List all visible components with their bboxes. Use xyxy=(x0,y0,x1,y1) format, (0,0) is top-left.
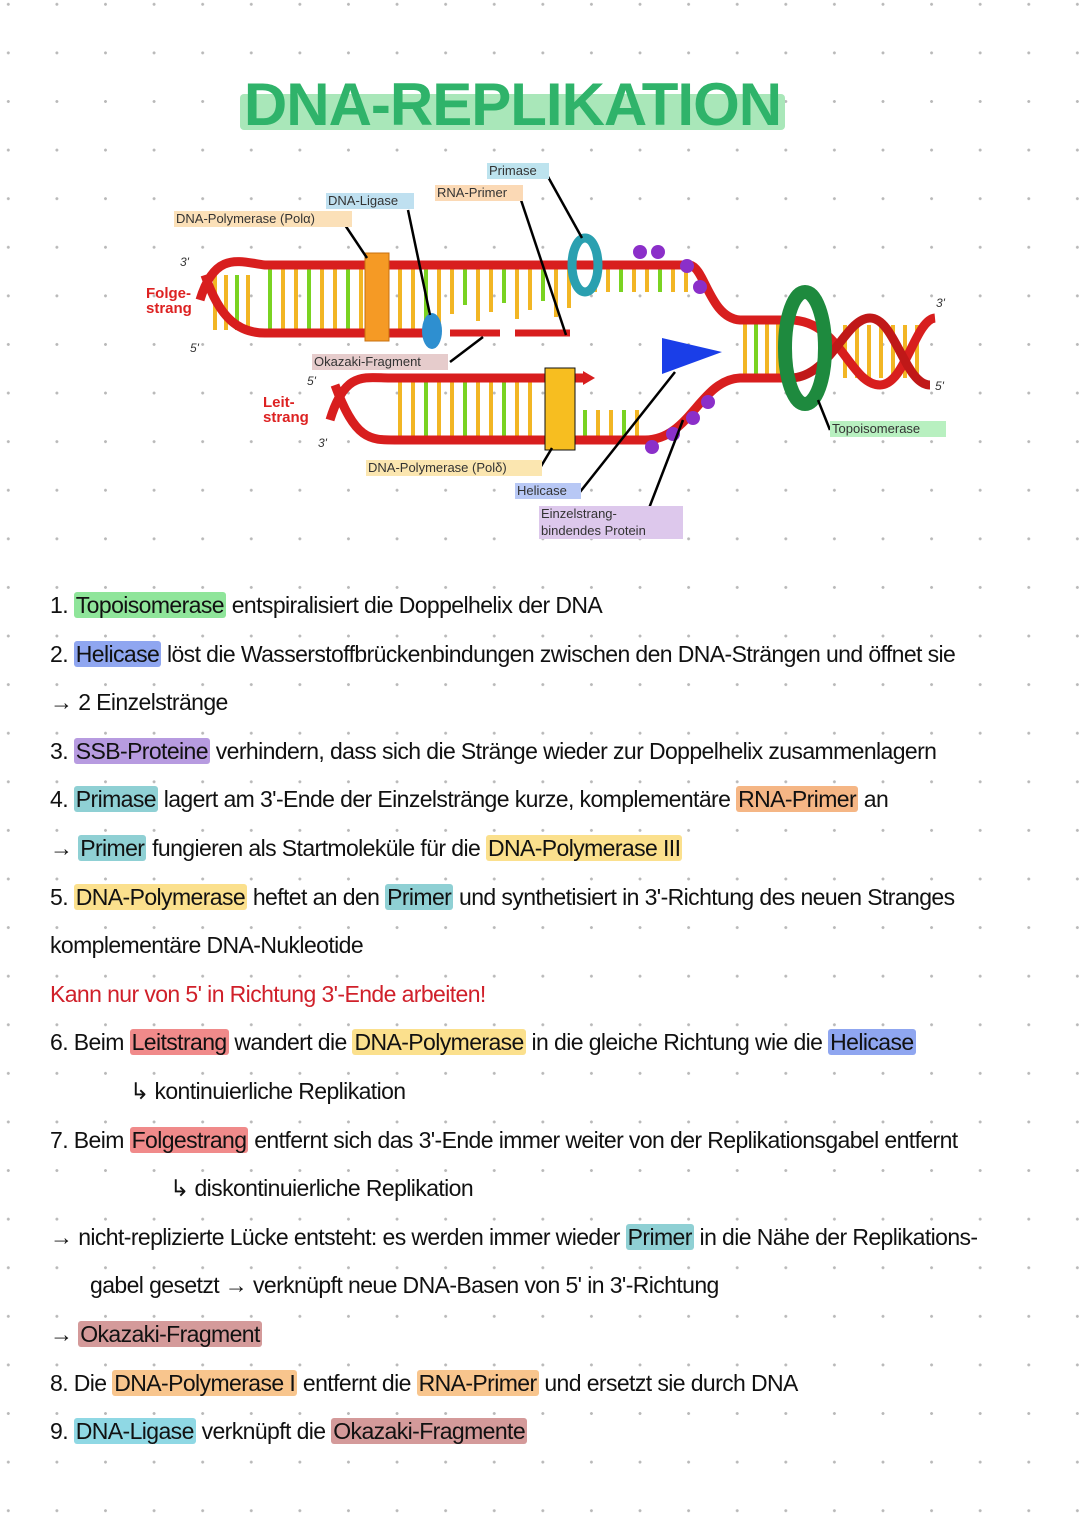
note-text: und ersetzt sie durch DNA xyxy=(538,1369,798,1396)
note-text: verhindern, dass sich die Stränge wieder zur Doppelhelix zusammenlagern xyxy=(209,737,937,764)
label-dna-ligase: DNA-Ligase xyxy=(328,193,399,208)
note-line xyxy=(50,639,955,669)
highlighted-term: Okazaki-Fragmente xyxy=(333,1418,526,1445)
note-text: 2. xyxy=(50,640,74,667)
highlighted-term: Primase xyxy=(75,786,156,813)
highlighted-term: DNA-Polymerase xyxy=(354,1029,524,1056)
note-line xyxy=(50,687,228,717)
label-folgestrang-2: strang xyxy=(146,300,192,317)
note-line xyxy=(50,736,936,766)
note-text: → xyxy=(50,835,79,861)
label-dna-polymerase-delta: DNA-Polymerase (Polδ) xyxy=(368,460,507,475)
note-text: entspiralisiert die Doppelhelix der DNA xyxy=(225,592,603,618)
highlighted-term: DNA-Polymerase III xyxy=(487,835,681,861)
note-line xyxy=(50,1027,916,1057)
label-folge-3prime: 3' xyxy=(180,255,189,269)
note-text: → xyxy=(50,1321,79,1347)
highlighted-term: Folgestrang xyxy=(131,1126,247,1153)
note-text: komplementäre DNA-Nukleotide xyxy=(50,932,364,959)
highlighted-term: RNA-Primer xyxy=(738,786,857,813)
dna-polymerase-alpha-shape xyxy=(365,253,389,341)
highlighted-term: SSB-Proteine xyxy=(75,737,208,764)
note-text: 8. Die xyxy=(50,1369,113,1396)
page-title: DNA-REPLIKATION xyxy=(243,71,782,138)
note-text: 9. xyxy=(50,1418,74,1445)
note-text: ↳ diskontinuierliche Replikation xyxy=(170,1175,474,1202)
note-text: 1. xyxy=(50,592,74,618)
note-line xyxy=(170,1173,473,1203)
note-text: lagert am 3'-Ende der Einzelstränge kurze, komplementäre xyxy=(157,786,737,813)
highlighted-term: Helicase xyxy=(830,1029,914,1056)
note-line xyxy=(50,882,955,912)
dna-ligase-shape xyxy=(422,313,442,349)
highlighted-term: Primer xyxy=(387,883,452,910)
dna-polymerase-delta-shape xyxy=(545,368,575,450)
note-text: gabel gesetzt → verknüpft neue DNA-Basen von 5' in 3'-Richtung xyxy=(90,1272,719,1299)
label-ssb-2: bindendes Protein xyxy=(541,523,646,538)
highlighted-term: DNA-Polymerase I xyxy=(114,1369,296,1396)
note-line xyxy=(50,1368,798,1398)
note-text: heftet an den xyxy=(247,883,386,910)
note-text: wandert die xyxy=(228,1029,353,1056)
note-line xyxy=(90,1270,719,1300)
highlighted-term: DNA-Polymerase xyxy=(75,883,246,910)
note-text: 6. Beim xyxy=(50,1029,130,1056)
note-line xyxy=(50,1319,262,1349)
label-primase: Primase xyxy=(489,163,537,178)
highlighted-term: Leitstrang xyxy=(131,1029,227,1056)
note-line xyxy=(50,590,602,620)
label-leitstrang-1: Leit- xyxy=(263,394,295,411)
note-text: entfernt die xyxy=(297,1369,417,1396)
helicase-shape xyxy=(662,338,722,374)
note-line xyxy=(50,1222,977,1252)
note-text: → 2 Einzelstränge xyxy=(50,689,228,716)
note-line xyxy=(50,784,888,814)
note-text: 4. xyxy=(50,786,74,813)
label-helicase: Helicase xyxy=(517,483,567,498)
highlighted-term: Okazaki-Fragment xyxy=(80,1321,260,1347)
warning-note xyxy=(50,979,486,1009)
note-text: fungieren als Startmoleküle für die xyxy=(146,835,486,861)
note-text: entfernt sich das 3'-Ende immer weiter von der Replikationsgabel entfernt xyxy=(248,1126,958,1153)
note-line xyxy=(50,1125,958,1155)
highlighted-term: Primer xyxy=(627,1223,692,1250)
dna-replication-diagram xyxy=(0,0,1080,560)
label-right-3prime: 3' xyxy=(936,296,945,310)
topoisomerase-shape xyxy=(785,292,825,404)
label-folgestrang-1: Folge- xyxy=(146,285,191,302)
label-okazaki-fragment: Okazaki-Fragment xyxy=(314,354,421,369)
note-line xyxy=(130,1076,405,1106)
label-right-5prime: 5' xyxy=(935,379,944,393)
note-line xyxy=(50,930,363,960)
note-text: und synthetisiert in 3'-Richtung des neuen Stranges xyxy=(453,883,955,910)
note-text: Kann nur von 5' in Richtung 3'-Ende arbeiten! xyxy=(50,980,486,1007)
note-text: 7. Beim xyxy=(50,1126,130,1153)
note-text: 5. xyxy=(50,883,74,910)
note-text: löst die Wasserstoffbrückenbindungen zwischen den DNA-Strängen und öffnet sie xyxy=(161,640,956,667)
label-leitstrang-2: strang xyxy=(263,409,309,426)
highlighted-term: Primer xyxy=(80,835,145,861)
note-text: ↳ kontinuierliche Replikation xyxy=(130,1078,406,1104)
label-rna-primer: RNA-Primer xyxy=(437,185,508,200)
leitstrang-arrow-icon xyxy=(583,371,595,385)
label-dna-polymerase-alpha: DNA-Polymerase (Polα) xyxy=(176,211,315,226)
label-topoisomerase: Topoisomerase xyxy=(832,421,921,436)
note-line xyxy=(50,1416,527,1446)
label-folge-5prime: 5' xyxy=(190,341,199,355)
note-text: 3. xyxy=(50,737,74,764)
label-ssb-1: Einzelstrang- xyxy=(541,506,617,521)
note-text: an xyxy=(858,786,889,813)
note-text: verknüpft die xyxy=(195,1418,332,1445)
highlighted-term: Topoisomerase xyxy=(75,592,224,618)
highlighted-term: Helicase xyxy=(75,640,160,667)
highlighted-term: RNA-Primer xyxy=(418,1369,537,1396)
note-text: in die gleiche Richtung wie die xyxy=(525,1029,829,1056)
label-leit-3prime: 3' xyxy=(318,436,327,450)
label-leit-5prime: 5' xyxy=(307,374,316,388)
note-text: → nicht-replizierte Lücke entsteht: es werden immer wieder xyxy=(50,1223,626,1250)
note-line xyxy=(50,833,682,863)
highlighted-term: DNA-Ligase xyxy=(75,1418,194,1445)
note-text: in die Nähe der Replikations- xyxy=(693,1223,978,1250)
